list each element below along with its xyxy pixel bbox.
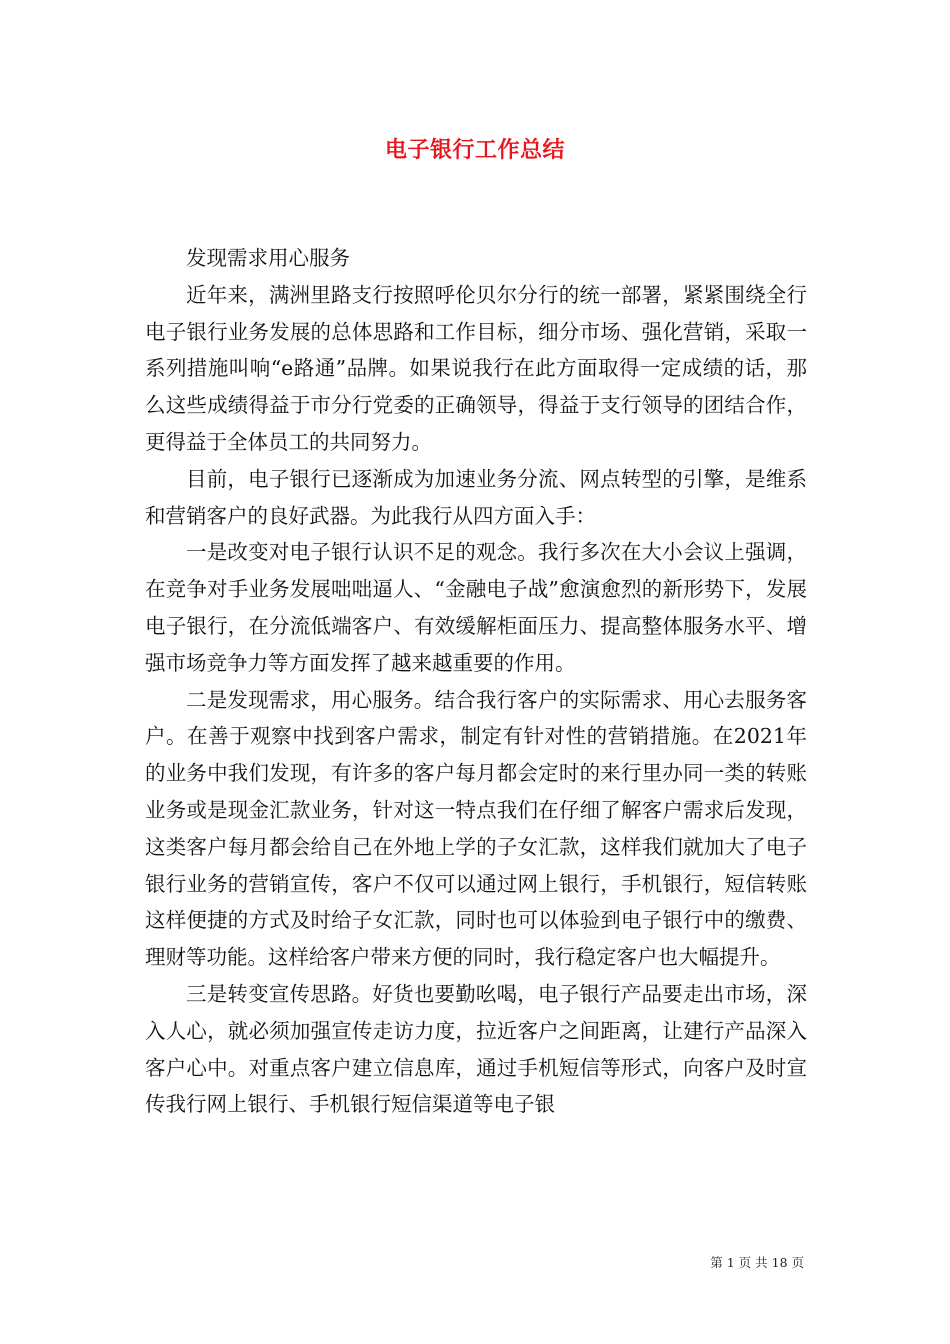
page-number-footer: 第 1 页 共 18 页 [710, 1255, 804, 1270]
paragraph-point-three: 三是转变宣传思路。好货也要勤吆喝，电子银行产品要走出市场，深入人心，就必须加强宣传走访力度，拉近客户之间距离，让建行产品深入客户心中。对重点客户建立信息库，通过手机短信等形式，向客户及时宣传我行网上银行、手机银行短信渠道等电子银 [145, 981, 807, 1117]
document-title: 电子银行工作总结 [384, 137, 565, 163]
paragraph-point-two: 二是发现需求，用心服务。结合我行客户的实际需求、用心去服务客户。在善于观察中找到客户需求，制定有针对性的营销措施。在2021年的业务中我们发现，有许多的客户每月都会定时的来行里办同一类的转账业务或是现金汇款业务，针对这一特点我们在仔细了解客户需求后发现，这类客户每月都会给自己在外地上学的子女汇款，这样我们就加大了电子银行业务的营销宣传，客户不仅可以通过网上银行，手机银行，短信转账这样便捷的方式及时给子女汇款，同时也可以体验到电子银行中的缴费、理财等功能。这样给客户带来方便的同时，我行稳定客户也大幅提升。 [145, 687, 807, 970]
paragraph-point-one: 一是改变对电子银行认识不足的观念。我行多次在大小会议上强调，在竞争对手业务发展咄咄逼人、“金融电子战”愈演愈烈的新形势下，发展电子银行，在分流低端客户、有效缓解柜面压力、提高整体服务水平、增强市场竞争力等方面发挥了越来越重要的作用。 [145, 540, 807, 675]
section-subheading: 发现需求用心服务 [186, 246, 350, 270]
paragraph-current: 目前，电子银行已逐渐成为加速业务分流、网点转型的引擎，是维系和营销客户的良好武器。为此我行从四方面入手： [145, 466, 807, 528]
paragraph-intro: 近年来，满洲里路支行按照呼伦贝尔分行的统一部署，紧紧围绕全行电子银行业务发展的总体思路和工作目标，细分市场、强化营销，采取一系列措施叫响“e路通”品牌。如果说我行在此方面取得一定成绩的话，那么这些成绩得益于市分行党委的正确领导，得益于支行领导的团结合作，更得益于全体员工的共同努力。 [145, 282, 807, 454]
document-body [145, 240, 807, 1123]
